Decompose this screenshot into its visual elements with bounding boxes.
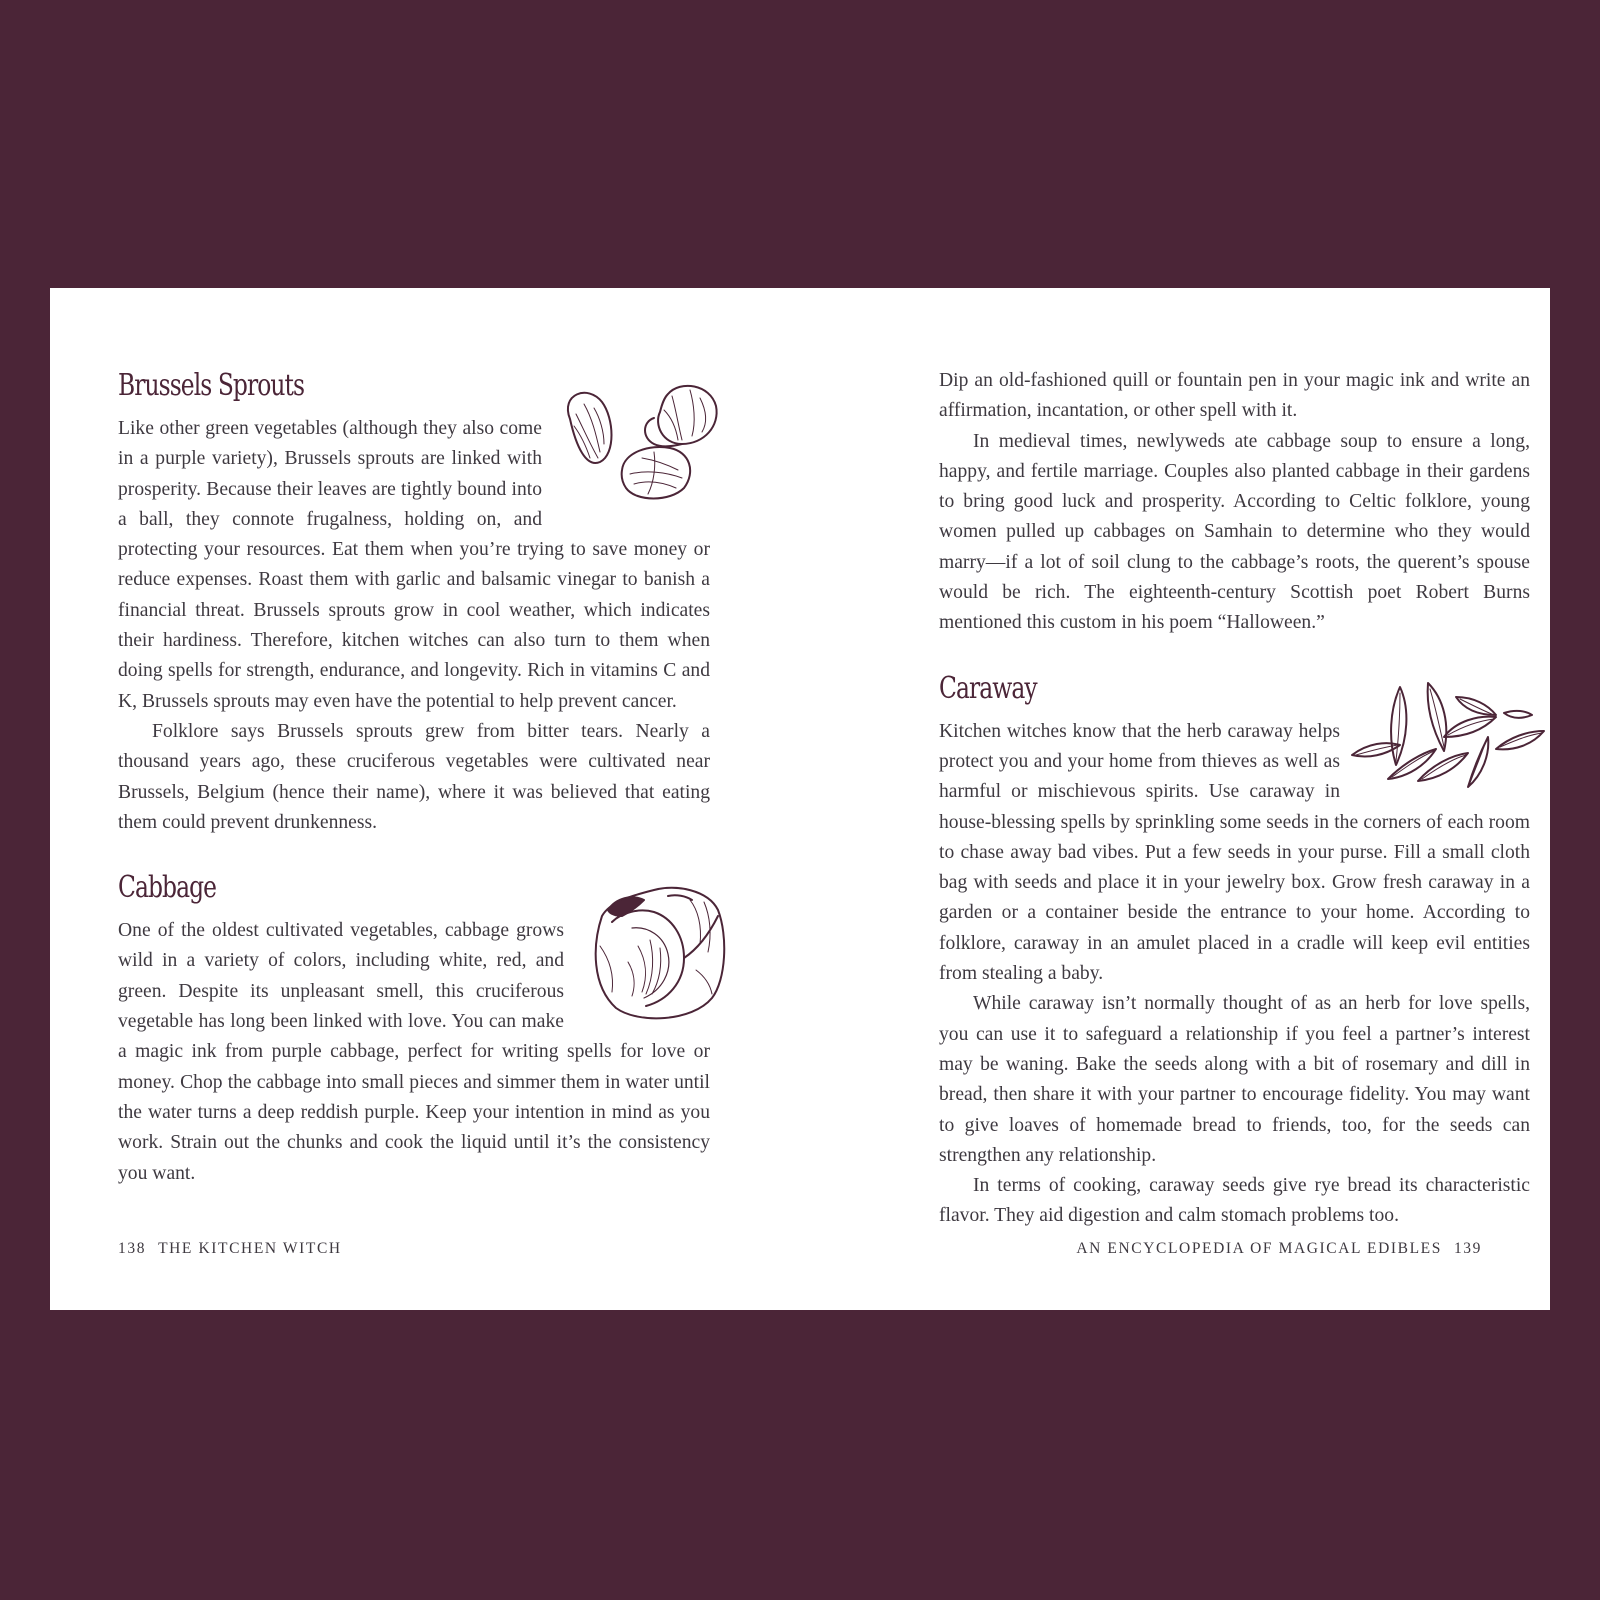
left-page [50,288,800,1310]
running-head-right: AN ENCYCLOPEDIA OF MAGICAL EDIBLES [1076,1240,1442,1257]
caraway-heading: Caraway [939,670,1037,706]
brussels-sprouts-paragraph-1: Like other green vegetables (although they also come in a purple variety), Brussels sprouts are linked with prosperity. Because their leaves are tightly bound into a ball, they connote frugalness, holding on, and protecting your resources. Eat them when you’re trying to save money or reduce expenses. Roast them with garlic and balsamic vinegar to banish a financial threat. Brussels sprouts grow in cool weather, which indicates their hardiness. Therefore, kitchen witches can also turn to them when doing spells for strength, endurance, and longevity. Rich in vitamins C and K, Brussels sprouts may even have the potential to help prevent cancer. [118,418,710,712]
cabbage-continued-section [939,366,1530,639]
cabbage-continued-paragraph-1: Dip an old-fashioned quill or fountain pen in your magic ink and write an affirmation, incantation, or other spell with it. [939,370,1530,422]
left-page-column [118,366,710,1189]
caraway-section [939,669,1530,1232]
cabbage-heading: Cabbage [118,870,217,906]
left-page-footer [118,1240,342,1258]
brussels-sprouts-section [118,366,710,838]
running-head-left: THE KITCHEN WITCH [158,1240,342,1257]
cabbage-section [118,868,710,1189]
section-spacer [939,639,1530,669]
caraway-paragraph-3: In terms of cooking, caraway seeds give rye bread its characteristic flavor. They aid digestion and calm stomach problems too. [939,1175,1530,1227]
right-page [800,288,1550,1310]
cabbage-continued-paragraph-2: In medieval times, newlyweds ate cabbage soup to ensure a long, happy, and fertile marriage. Couples also planted cabbage in their gardens to bring good luck and prosperity. According to Celtic folklore, young women pulled up cabbages on Samhain to determine who they would marry—if a lot of soil clung to the cabbage’s roots, the querent’s spouse would be rich. The eighteenth-century Scottish poet Robert Burns mentioned this custom in his poem “Halloween.” [939,430,1530,634]
page-number-right: 139 [1453,1240,1482,1257]
brussels-sprouts-paragraph-2: Folklore says Brussels sprouts grew from bitter tears. Nearly a thousand years ago, these cruciferous vegetables were cultivated near Brussels, Belgium (hence their name), where it was believed that eating them could prevent drunkenness. [118,720,710,833]
cabbage-paragraph-1: One of the oldest cultivated vegetables, cabbage grows wild in a variety of colors, including white, red, and green. Despite its unpleasant smell, this cruciferous vegetable has long been linked with love. You can make a magic ink from purple cabbage, perfect for writing spells for love or money. Chop the cabbage into small pieces and simmer them in water until the water turns a deep reddish purple. Keep your intention in mind as you work. Strain out the chunks and cook the liquid until it’s the consistency you want. [118,920,710,1184]
caraway-paragraph-2: While caraway isn’t normally thought of as an herb for love spells, you can use it to safeguard a relationship if you feel a partner’s interest may be waning. Bake the seeds along with a bit of rosemary and dill in bread, then share it with your partner to encourage fidelity. You may want to give loaves of homemade bread to friends, too, for the seeds can strengthen any relationship. [939,993,1530,1166]
caraway-paragraph-1: Kitchen witches know that the herb caraway helps protect you and your home from thieves as well as harmful or mischievous spirits. Use caraway in house-blessing spells by sprinkling some seeds in the corners of each room to chase away bad vibes. Put a few seeds in your purse. Fill a small cloth bag with seeds and place it in your jewelry box. Grow fresh caraway in a garden or a container beside the entrance to your home. According to folklore, caraway in an amulet placed in a cradle will keep evil entities from stealing a baby. [939,720,1530,985]
book-spread [50,288,1550,1310]
right-page-column [939,366,1530,1232]
page-number-left: 138 [118,1240,147,1257]
brussels-sprouts-heading: Brussels Sprouts [118,368,305,403]
cabbage-illustration-icon [572,876,732,1026]
section-spacer [118,838,710,868]
right-page-footer [1076,1240,1482,1258]
